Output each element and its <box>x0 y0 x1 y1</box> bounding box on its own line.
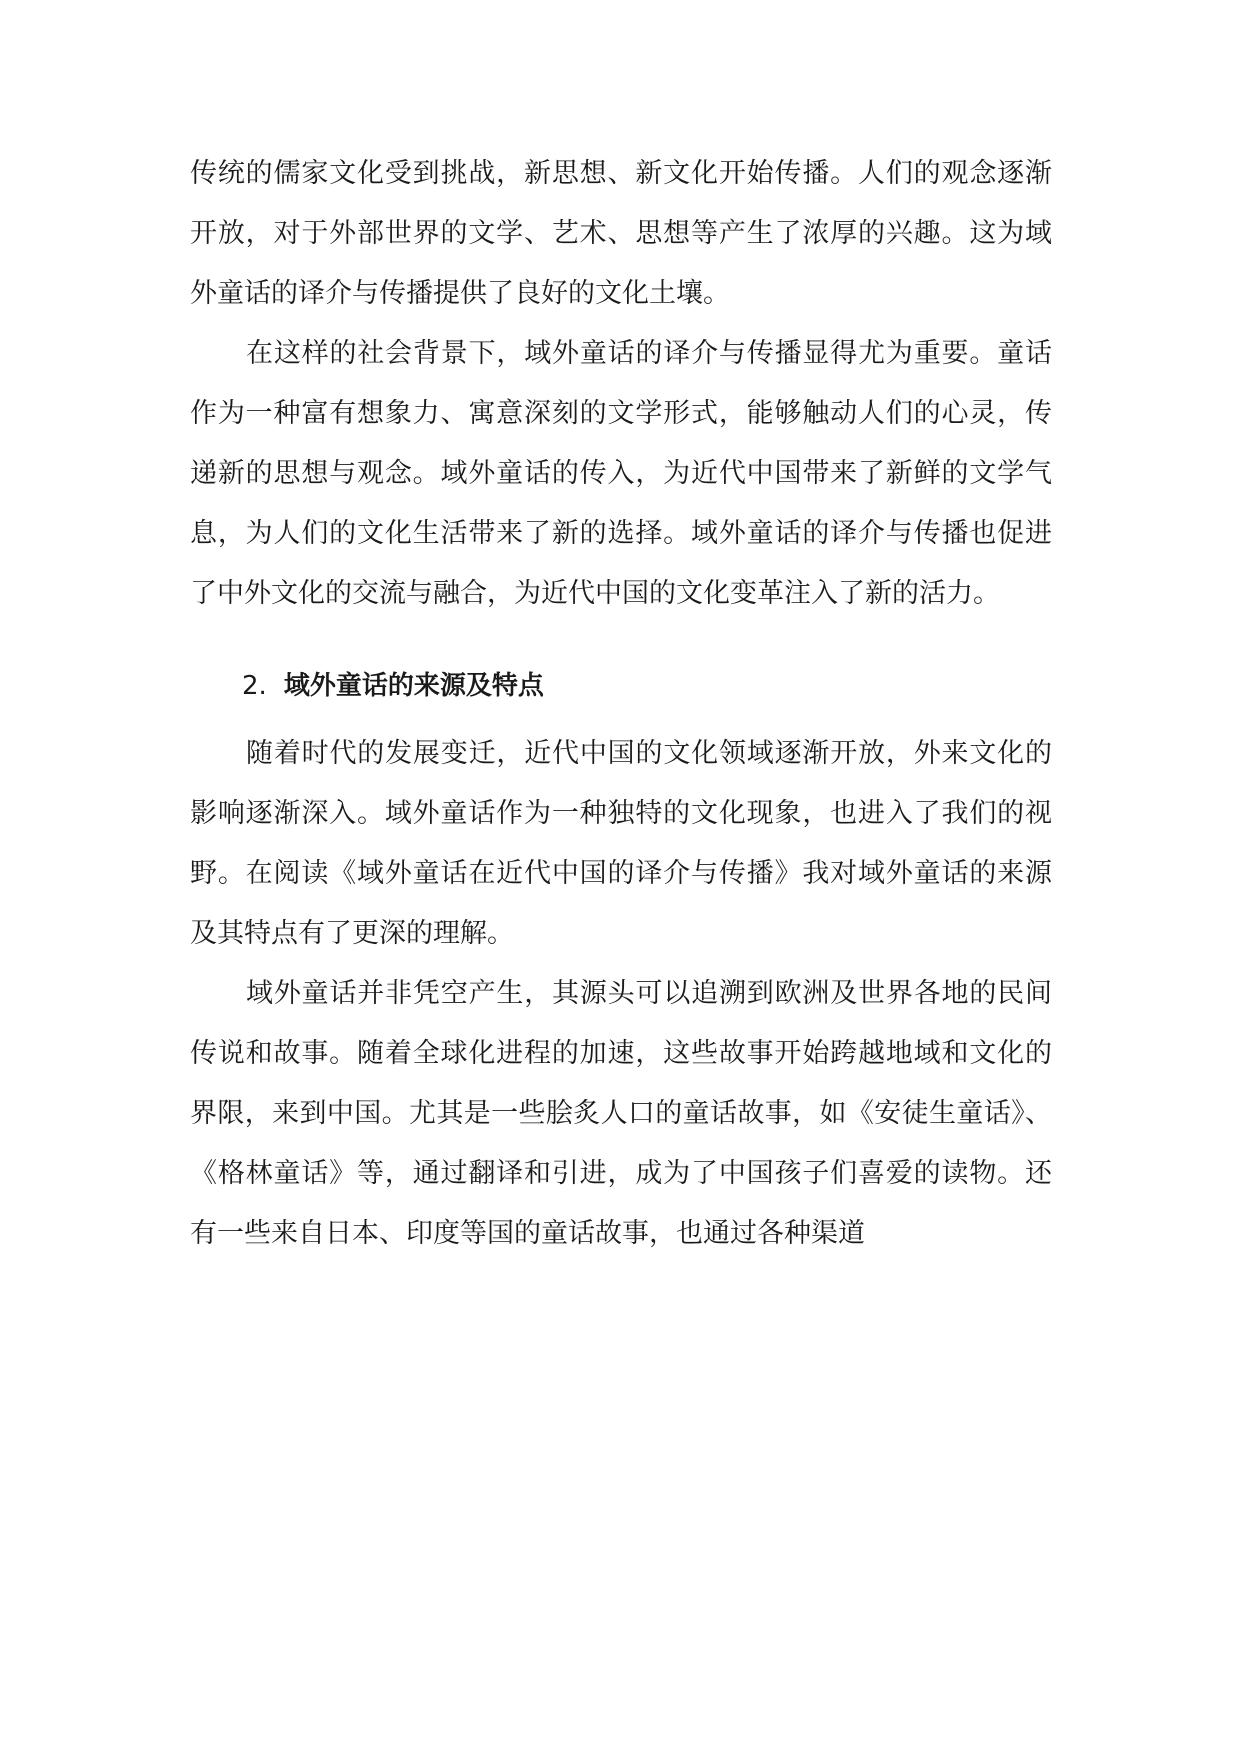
section-heading <box>190 648 1052 724</box>
paragraph-era-change: 随着时代的发展变迁，近代中国的文化领域逐渐开放，外来文化的影响逐渐深入。域外童话作为一种独特的文化现象，也进入了我们的视野。在阅读《域外童话在近代中国的译介与传播》我对域外童话的来源及其特点有了更深的理解。 <box>190 738 1052 949</box>
section-number: 2. <box>242 671 267 701</box>
section-spacer <box>190 624 1052 648</box>
section-title: 域外童话的来源及特点 <box>283 671 544 701</box>
paragraph-origins: 域外童话并非凭空产生，其源头可以追溯到欧洲及世界各地的民间传说和故事。随着全球化进程的加速，这些故事开始跨越地域和文化的界限，来到中国。尤其是一些脍炙人口的童话故事，如《安徒生童话》、《格林童话》等，通过翻译和引进，成为了中国孩子们喜爱的读物。还有一些来自日本、印度等国的童话故事，也通过各种渠道 <box>190 978 1052 1249</box>
document-body <box>190 144 1052 1264</box>
paragraph-cultural-soil: 传统的儒家文化受到挑战，新思想、新文化开始传播。人们的观念逐渐开放，对于外部世界的文学、艺术、思想等产生了浓厚的兴趣。这为域外童话的译介与传播提供了良好的文化土壤。 <box>190 158 1052 309</box>
paragraph-social-background: 在这样的社会背景下，域外童话的译介与传播显得尤为重要。童话作为一种富有想象力、寓意深刻的文学形式，能够触动人们的心灵，传递新的思想与观念。域外童话的传入，为近代中国带来了新鲜的文学气息，为人们的文化生活带来了新的选择。域外童话的译介与传播也促进了中外文化的交流与融合，为近代中国的文化变革注入了新的活力。 <box>190 338 1052 609</box>
